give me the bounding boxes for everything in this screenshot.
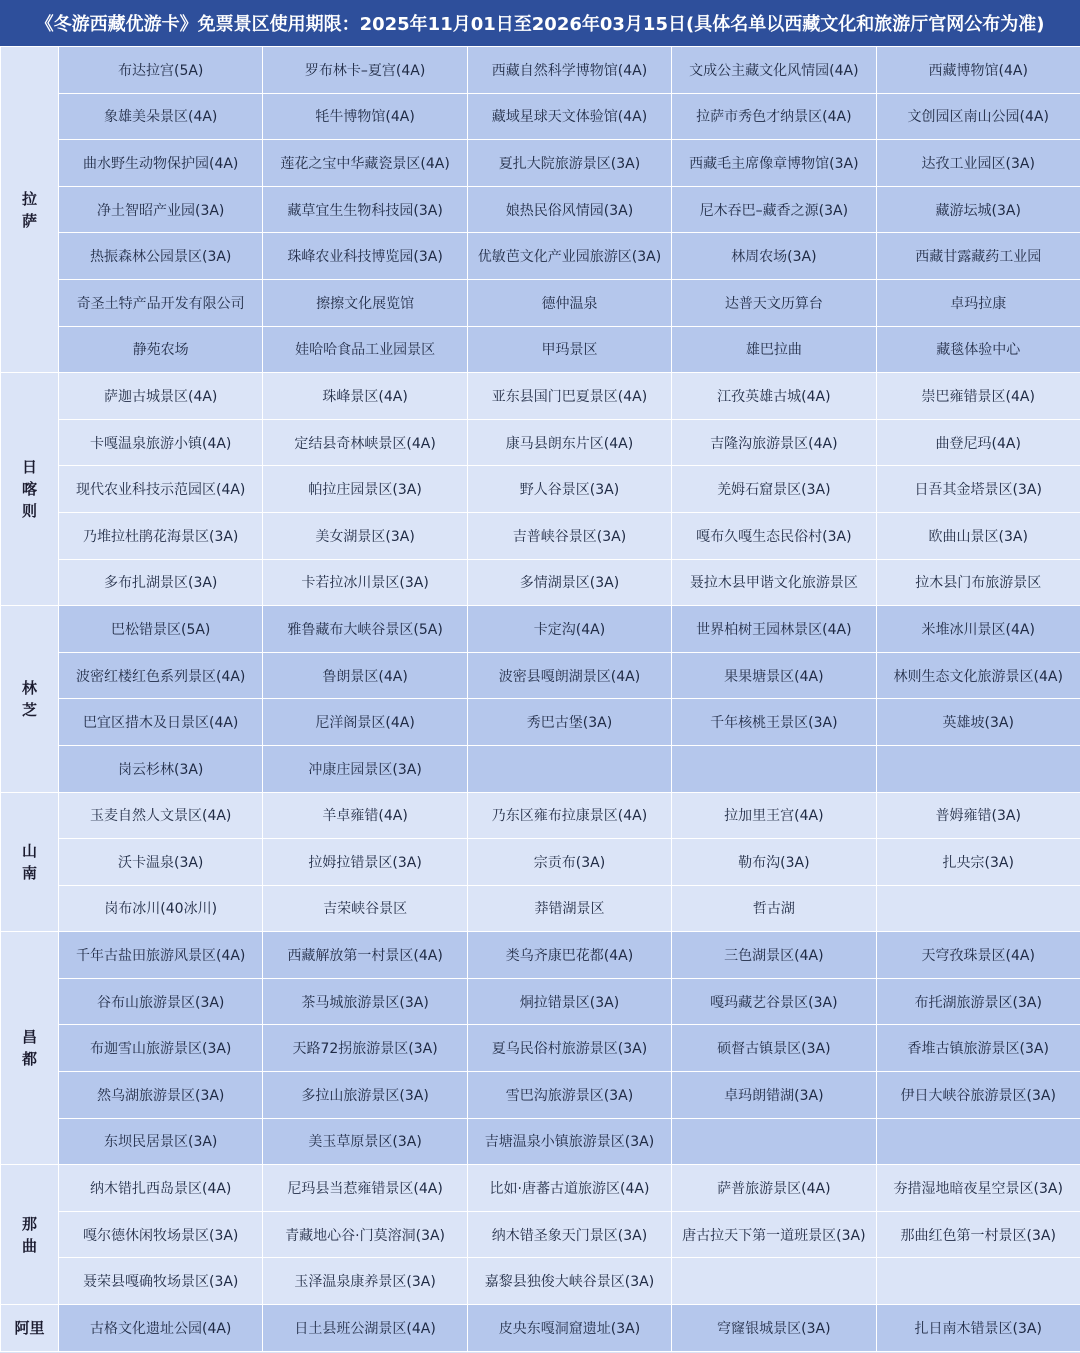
scenic-spot-cell: 聂荣县嘎确牧场景区(3A): [59, 1258, 263, 1305]
scenic-spot-cell: 玉麦自然人文景区(4A): [59, 792, 263, 839]
scenic-spot-cell: 扎日南木错景区(3A): [876, 1305, 1080, 1352]
scenic-spot-cell: 那曲红色第一村景区(3A): [876, 1211, 1080, 1258]
scenic-spot-cell: 热振森林公园景区(3A): [59, 233, 263, 280]
region-name: 那曲: [21, 1214, 37, 1255]
scenic-spot-cell: 象雄美朵景区(4A): [59, 93, 263, 140]
scenic-spot-cell: 莽错湖景区: [467, 885, 671, 932]
scenic-spot-cell: 定结县奇林峡景区(4A): [263, 419, 467, 466]
scenic-spot-cell: 尼玛县当惹雍错景区(4A): [263, 1165, 467, 1212]
table-row: [1, 47, 1080, 94]
scenic-spot-cell: 雄巴拉曲: [672, 326, 876, 373]
scenic-spot-cell: 布达拉宫(5A): [59, 47, 263, 94]
scenic-spot-cell: 西藏解放第一村景区(4A): [263, 932, 467, 979]
scenic-spot-cell: 天穹孜珠景区(4A): [876, 932, 1080, 979]
table-row: [1, 1258, 1080, 1305]
scenic-spot-cell: 卡定沟(4A): [467, 606, 671, 653]
scenic-spot-cell: [672, 745, 876, 792]
scenic-spot-cell: 岗布冰川(40冰川): [59, 885, 263, 932]
scenic-spot-cell: 日土县班公湖景区(4A): [263, 1305, 467, 1352]
scenic-spot-cell: 果果塘景区(4A): [672, 652, 876, 699]
scenic-spot-cell: 夯措湿地暗夜星空景区(3A): [876, 1165, 1080, 1212]
scenic-spot-cell: 聂拉木县甲谐文化旅游景区: [672, 559, 876, 606]
scenic-spot-cell: 嘎布久嘎生态民俗村(3A): [672, 512, 876, 559]
scenic-spot-cell: 卓玛拉康: [876, 279, 1080, 326]
scenic-area-table: [0, 46, 1080, 1352]
scenic-spot-cell: 天路72拐旅游景区(3A): [263, 1025, 467, 1072]
scenic-spot-cell: 英雄坡(3A): [876, 699, 1080, 746]
scenic-spot-cell: 现代农业科技示范园区(4A): [59, 466, 263, 513]
scenic-spot-cell: 嘎玛藏艺谷景区(3A): [672, 978, 876, 1025]
scenic-spot-cell: 羌姆石窟景区(3A): [672, 466, 876, 513]
region-name: 日喀则: [21, 458, 37, 521]
scenic-spot-cell: 扎央宗(3A): [876, 839, 1080, 886]
scenic-spot-cell: 西藏毛主席像章博物馆(3A): [672, 140, 876, 187]
scenic-spot-cell: 娃哈哈食品工业园景区: [263, 326, 467, 373]
table-row: [1, 326, 1080, 373]
scenic-spot-cell: 类乌齐康巴花都(4A): [467, 932, 671, 979]
scenic-spot-cell: 西藏甘露藏药工业园: [876, 233, 1080, 280]
scenic-spot-cell: 唐古拉天下第一道班景区(3A): [672, 1211, 876, 1258]
scenic-spot-cell: 纳木错圣象天门景区(3A): [467, 1211, 671, 1258]
scenic-spot-cell: 拉木县门布旅游景区: [876, 559, 1080, 606]
scenic-spot-cell: 然乌湖旅游景区(3A): [59, 1072, 263, 1119]
table-row: [1, 419, 1080, 466]
scenic-spot-cell: 青藏地心谷·门莫溶洞(3A): [263, 1211, 467, 1258]
scenic-spot-cell: 普姆雍错(3A): [876, 792, 1080, 839]
scenic-spot-cell: 东坝民居景区(3A): [59, 1118, 263, 1165]
scenic-spot-cell: 美玉草原景区(3A): [263, 1118, 467, 1165]
scenic-spot-cell: 拉加里王宫(4A): [672, 792, 876, 839]
scenic-spot-cell: 曲水野生动物保护园(4A): [59, 140, 263, 187]
table-row: [1, 978, 1080, 1025]
scenic-spot-cell: 哲古湖: [672, 885, 876, 932]
scenic-spot-cell: 雪巴沟旅游景区(3A): [467, 1072, 671, 1119]
table-row: [1, 1025, 1080, 1072]
scenic-spot-cell: 亚东县国门巴夏景区(4A): [467, 373, 671, 420]
scenic-spot-cell: [876, 885, 1080, 932]
table-row: [1, 512, 1080, 559]
scenic-spot-cell: 康马县朗东片区(4A): [467, 419, 671, 466]
region-label: [1, 606, 59, 792]
scenic-spot-cell: 萨迦古城景区(4A): [59, 373, 263, 420]
scenic-spot-cell: 卡若拉冰川景区(3A): [263, 559, 467, 606]
scenic-spot-cell: 羊卓雍错(4A): [263, 792, 467, 839]
scenic-spot-cell: 雅鲁藏布大峡谷景区(5A): [263, 606, 467, 653]
scenic-spot-cell: 布迦雪山旅游景区(3A): [59, 1025, 263, 1072]
scenic-spot-cell: [467, 745, 671, 792]
scenic-spot-cell: 静苑农场: [59, 326, 263, 373]
region-name: 山南: [21, 841, 37, 882]
scenic-spot-cell: 多情湖景区(3A): [467, 559, 671, 606]
scenic-spot-cell: 吉塘温泉小镇旅游景区(3A): [467, 1118, 671, 1165]
scenic-spot-cell: 藏草宜生生物科技园(3A): [263, 186, 467, 233]
scenic-spot-cell: 西藏自然科学博物馆(4A): [467, 47, 671, 94]
scenic-spot-cell: 多布扎湖景区(3A): [59, 559, 263, 606]
scenic-spot-cell: 伊日大峡谷旅游景区(3A): [876, 1072, 1080, 1119]
scenic-spot-cell: 林周农场(3A): [672, 233, 876, 280]
table-row: [1, 1118, 1080, 1165]
table-row: [1, 652, 1080, 699]
scenic-spot-cell: 巴宜区措木及日景区(4A): [59, 699, 263, 746]
scenic-spot-cell: 沃卡温泉(3A): [59, 839, 263, 886]
scenic-spot-cell: 千年古盐田旅游风景区(4A): [59, 932, 263, 979]
table-row: [1, 745, 1080, 792]
table-row: [1, 1072, 1080, 1119]
scenic-spot-cell: 玉泽温泉康养景区(3A): [263, 1258, 467, 1305]
scenic-spot-cell: 达孜工业园区(3A): [876, 140, 1080, 187]
scenic-spot-cell: 皮央东嘎洞窟遗址(3A): [467, 1305, 671, 1352]
scenic-spot-cell: 娘热民俗风情园(3A): [467, 186, 671, 233]
table-row: [1, 932, 1080, 979]
scenic-spot-cell: 野人谷景区(3A): [467, 466, 671, 513]
scenic-spot-cell: 美女湖景区(3A): [263, 512, 467, 559]
scenic-spot-cell: 布托湖旅游景区(3A): [876, 978, 1080, 1025]
scenic-spot-cell: 文成公主藏文化风情园(4A): [672, 47, 876, 94]
scenic-spot-cell: 巴松错景区(5A): [59, 606, 263, 653]
table-row: [1, 1211, 1080, 1258]
scenic-spot-cell: 欧曲山景区(3A): [876, 512, 1080, 559]
scenic-spot-cell: 甲玛景区: [467, 326, 671, 373]
region-label: [1, 1305, 59, 1352]
table-row: [1, 373, 1080, 420]
scenic-spot-cell: 吉荣峡谷景区: [263, 885, 467, 932]
scenic-spot-cell: 勒布沟(3A): [672, 839, 876, 886]
scenic-spot-cell: 谷布山旅游景区(3A): [59, 978, 263, 1025]
scenic-spot-cell: 夏扎大院旅游景区(3A): [467, 140, 671, 187]
scenic-spot-cell: 日吾其金塔景区(3A): [876, 466, 1080, 513]
scenic-spot-cell: 穹窿银城景区(3A): [672, 1305, 876, 1352]
region-label: [1, 47, 59, 373]
table-row: [1, 233, 1080, 280]
table-row: [1, 93, 1080, 140]
scenic-spot-cell: [672, 1118, 876, 1165]
table-row: [1, 466, 1080, 513]
scenic-spot-cell: 硕督古镇景区(3A): [672, 1025, 876, 1072]
scenic-spot-cell: [876, 745, 1080, 792]
scenic-spot-cell: 三色湖景区(4A): [672, 932, 876, 979]
region-name: 阿里: [14, 1318, 45, 1337]
scenic-spot-cell: 嘎尔德休闲牧场景区(3A): [59, 1211, 263, 1258]
scenic-spot-cell: [672, 1258, 876, 1305]
scenic-spot-cell: 江孜英雄古城(4A): [672, 373, 876, 420]
scenic-spot-cell: 乃堆拉杜鹃花海景区(3A): [59, 512, 263, 559]
scenic-spot-cell: 德仲温泉: [467, 279, 671, 326]
scenic-spot-cell: 擦擦文化展览馆: [263, 279, 467, 326]
scenic-spot-cell: 烔拉错景区(3A): [467, 978, 671, 1025]
scenic-spot-cell: 文创园区南山公园(4A): [876, 93, 1080, 140]
scenic-spot-cell: 奇圣土特产品开发有限公司: [59, 279, 263, 326]
scenic-spot-cell: 拉萨市秀色才纳景区(4A): [672, 93, 876, 140]
table-row: [1, 792, 1080, 839]
scenic-spot-cell: 宗贡布(3A): [467, 839, 671, 886]
scenic-spot-cell: 千年核桃王景区(3A): [672, 699, 876, 746]
scenic-spot-cell: 波密县嘎朗湖景区(4A): [467, 652, 671, 699]
scenic-spot-cell: 净土智昭产业园(3A): [59, 186, 263, 233]
region-name: 昌都: [21, 1028, 37, 1069]
scenic-spot-cell: 冲康庄园景区(3A): [263, 745, 467, 792]
table-row: [1, 606, 1080, 653]
scenic-spot-cell: 萨普旅游景区(4A): [672, 1165, 876, 1212]
region-name: 拉萨: [21, 189, 37, 230]
scenic-spot-cell: 莲花之宝中华藏瓷景区(4A): [263, 140, 467, 187]
scenic-spot-cell: 珠峰景区(4A): [263, 373, 467, 420]
scenic-spot-cell: 卓玛朗错湖(3A): [672, 1072, 876, 1119]
region-label: [1, 373, 59, 606]
scenic-spot-cell: 拉姆拉错景区(3A): [263, 839, 467, 886]
region-label: [1, 1165, 59, 1305]
scenic-spot-cell: 古格文化遗址公园(4A): [59, 1305, 263, 1352]
scenic-spot-cell: 夏乌民俗村旅游景区(3A): [467, 1025, 671, 1072]
scenic-spot-cell: 崇巴雍错景区(4A): [876, 373, 1080, 420]
scenic-spot-cell: 香堆古镇旅游景区(3A): [876, 1025, 1080, 1072]
scenic-spot-cell: 尼洋阁景区(4A): [263, 699, 467, 746]
scenic-spot-cell: 藏毯体验中心: [876, 326, 1080, 373]
scenic-spot-cell: 吉隆沟旅游景区(4A): [672, 419, 876, 466]
page-title: 《冬游西藏优游卡》免票景区使用期限：2025年11月01日至2026年03月15日(具体名单以西藏文化和旅游厅官网公布为准): [0, 0, 1080, 46]
table-row: [1, 140, 1080, 187]
scenic-spot-cell: 乃东区雍布拉康景区(4A): [467, 792, 671, 839]
scenic-spot-cell: 卡嘎温泉旅游小镇(4A): [59, 419, 263, 466]
scenic-spot-cell: 珠峰农业科技博览园(3A): [263, 233, 467, 280]
scenic-spot-cell: 秀巴古堡(3A): [467, 699, 671, 746]
scenic-spot-cell: 帕拉庄园景区(3A): [263, 466, 467, 513]
table-row: [1, 559, 1080, 606]
scenic-spot-cell: 罗布林卡–夏宫(4A): [263, 47, 467, 94]
scenic-spot-cell: 吉普峡谷景区(3A): [467, 512, 671, 559]
scenic-spot-cell: 波密红楼红色系列景区(4A): [59, 652, 263, 699]
scenic-spot-cell: 米堆冰川景区(4A): [876, 606, 1080, 653]
scenic-spot-cell: 林则生态文化旅游景区(4A): [876, 652, 1080, 699]
scenic-spot-cell: 岗云杉林(3A): [59, 745, 263, 792]
table-row: [1, 1165, 1080, 1212]
table-row: [1, 279, 1080, 326]
region-name: 林芝: [21, 678, 37, 719]
scenic-spot-cell: 优敏芭文化产业园旅游区(3A): [467, 233, 671, 280]
scenic-spot-cell: 多拉山旅游景区(3A): [263, 1072, 467, 1119]
scenic-spot-cell: 牦牛博物馆(4A): [263, 93, 467, 140]
region-label: [1, 932, 59, 1165]
scenic-spot-cell: 纳木错扎西岛景区(4A): [59, 1165, 263, 1212]
scenic-spot-cell: 世界柏树王园林景区(4A): [672, 606, 876, 653]
scenic-spot-cell: 藏游坛城(3A): [876, 186, 1080, 233]
table-row: [1, 186, 1080, 233]
table-row: [1, 1305, 1080, 1352]
scenic-spot-cell: 比如·唐蕃古道旅游区(4A): [467, 1165, 671, 1212]
table-row: [1, 885, 1080, 932]
table-row: [1, 699, 1080, 746]
region-label: [1, 792, 59, 932]
scenic-spot-cell: [876, 1258, 1080, 1305]
scenic-spot-cell: 西藏博物馆(4A): [876, 47, 1080, 94]
scenic-spot-cell: 达普天文历算台: [672, 279, 876, 326]
scenic-spot-cell: 茶马城旅游景区(3A): [263, 978, 467, 1025]
table-row: [1, 839, 1080, 886]
scenic-spot-cell: 藏域星球天文体验馆(4A): [467, 93, 671, 140]
scenic-spot-cell: [876, 1118, 1080, 1165]
scenic-spot-cell: 鲁朗景区(4A): [263, 652, 467, 699]
scenic-spot-cell: 嘉黎县独俊大峡谷景区(3A): [467, 1258, 671, 1305]
scenic-spot-cell: 曲登尼玛(4A): [876, 419, 1080, 466]
scenic-spot-cell: 尼木吞巴–藏香之源(3A): [672, 186, 876, 233]
